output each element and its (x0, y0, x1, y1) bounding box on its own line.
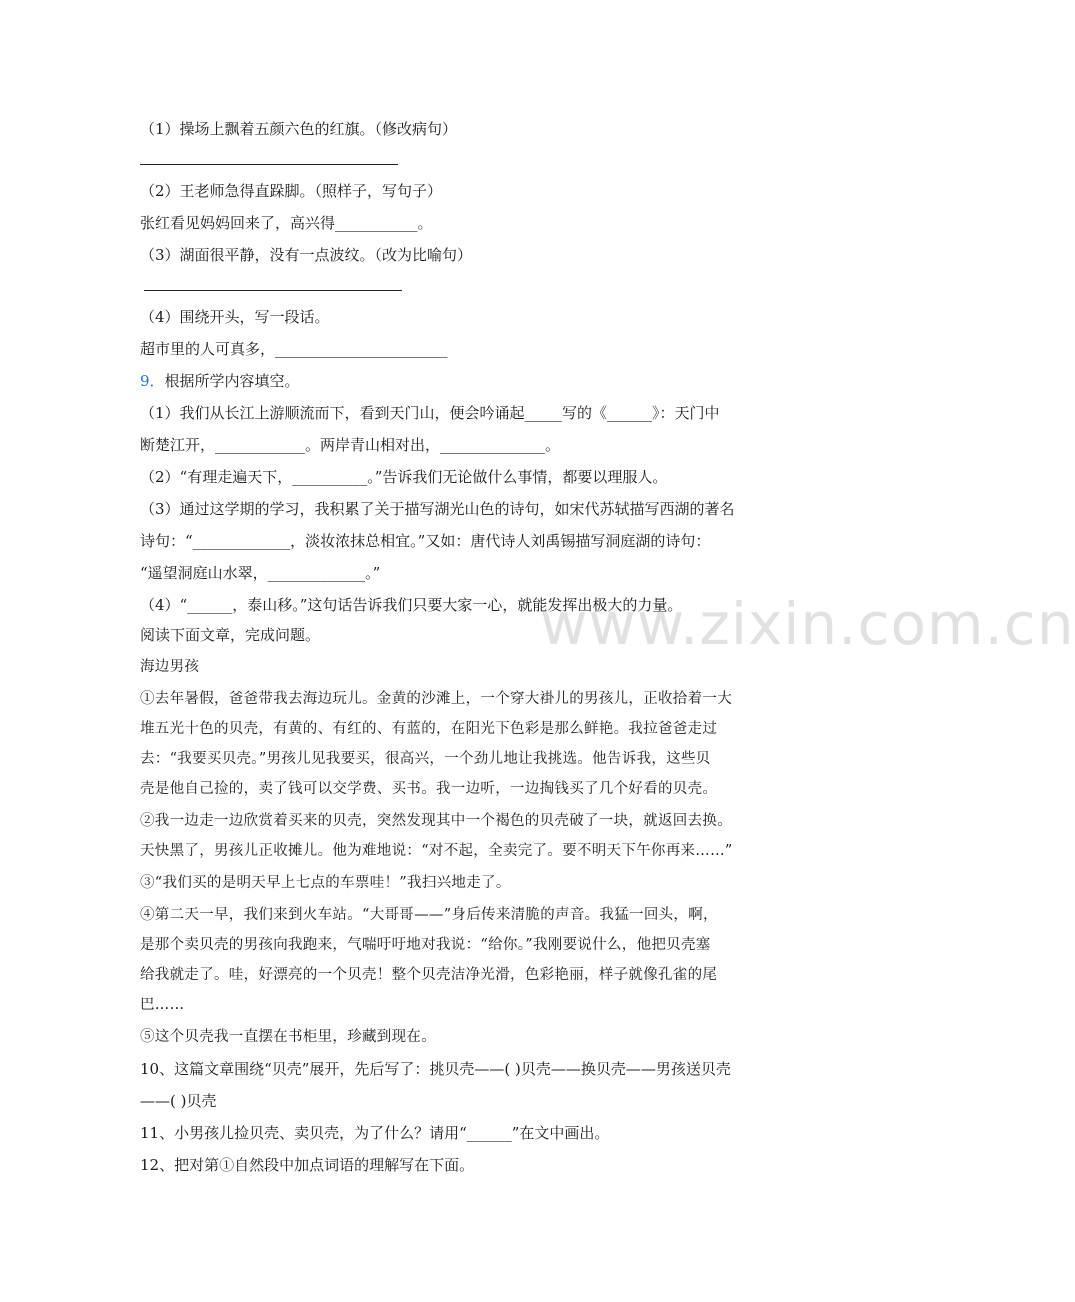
q8-item1: （1）操场上飘着五颜六色的红旗。（修改病句） (140, 120, 458, 138)
article-line: 天快黑了，男孩儿正收摊儿。他为难地说：“对不起，全卖完了。要不明天下午你再来……” (140, 843, 733, 859)
article-title: 海边男孩 (140, 659, 200, 675)
q12-text: 12、把对第①自然段中加点词语的理解写在下面。 (140, 1156, 475, 1174)
article-line: 给我就走了。哇，好漂亮的一个贝壳！整个贝壳洁净光滑，色彩艳丽，样子就像孔雀的尾 (140, 967, 718, 983)
watermark: www.zixin.com.cn (540, 590, 1075, 658)
q8-item2: （2）王老师急得直跺脚。（照样子，写句子） (140, 182, 443, 200)
q10-text: 10、这篇文章围绕“贝壳”展开，先后写了：挑贝壳——( )贝壳——换贝壳——男孩送贝壳 (140, 1060, 731, 1078)
q9-line: “遥望洞庭山水翠，_____________。” (140, 564, 381, 582)
question-number: 9． (140, 372, 165, 390)
article-line: ②我一边走一边欣赏着买来的贝壳，突然发现其中一个褐色的贝壳破了一块，就返回去换。 (140, 813, 732, 829)
q8-item4-prompt: 超市里的人可真多，_______________________ (140, 340, 448, 358)
q11-text: 11、小男孩儿捡贝壳、卖贝壳，为了什么？请用“______”在文中画出。 (140, 1124, 610, 1142)
q10-text-cont: ——( )贝壳 (140, 1092, 217, 1110)
q9-line: （1）我们从长江上游顺流而下，看到天门山，便会吟诵起_____写的《______》：天门中 (140, 404, 720, 422)
article-line: ①去年暑假，爸爸带我去海边玩儿。金黄的沙滩上，一个穿大褂儿的男孩儿，正收拾着一大 (140, 691, 732, 707)
q9-title: 根据所学内容填空。 (164, 372, 300, 390)
answer-line-3 (144, 290, 402, 291)
article-line: ③“我们买的是明天早上七点的车票哇！”我扫兴地走了。 (140, 875, 511, 891)
q9-line: （4）“______，泰山移。”这句话告诉我们只要大家一心，就能发挥出极大的力量。 (140, 596, 683, 614)
article-line: ⑤这个贝壳我一直摆在书柜里，珍藏到现在。 (140, 1029, 436, 1045)
article-line: 巴…… (140, 997, 185, 1013)
q9-line: 断楚江开，____________。两岸青山相对出，______________。 (140, 436, 561, 454)
reading-intro: 阅读下面文章，完成问题。 (140, 626, 321, 644)
q8-item3: （3）湖面很平静，没有一点波纹。（改为比喻句） (140, 246, 473, 264)
q9-heading (140, 370, 790, 392)
q8-item2-example: 张红看见妈妈回来了，高兴得___________。 (140, 214, 433, 232)
article-line: 去：“我要买贝壳。”男孩儿见我要买，很高兴，一个劲儿地让我挑选。他告诉我，这些贝 (140, 751, 711, 767)
article-line: ④第二天一早，我们来到火车站。“大哥哥——”身后传来清脆的声音。我猛一回头，啊， (140, 907, 718, 923)
article-line: 是那个卖贝壳的男孩向我跑来，气喘吁吁地对我说：“给你。”我刚要说什么，他把贝壳塞 (140, 937, 711, 953)
q9-line: （2）“有理走遍天下，__________。”告诉我们无论做什么事情，都要以理服人。 (140, 468, 668, 486)
article-line: 堆五光十色的贝壳，有黄的、有红的、有蓝的，在阳光下色彩是那么鲜艳。我拉爸爸走过 (140, 721, 718, 737)
q9-line: 诗句：“_____________，淡妆浓抹总相宜。”又如：唐代诗人刘禹锡描写洞庭湖的诗句： (140, 532, 711, 550)
q9-line: （3）通过这学期的学习，我积累了关于描写湖光山色的诗句，如宋代苏轼描写西湖的著名 (140, 500, 735, 518)
answer-line-1 (140, 164, 398, 165)
q8-item4: （4）围绕开头，写一段话。 (140, 308, 330, 326)
article-line: 壳是他自己捡的，卖了钱可以交学费、买书。我一边听，一边掏钱买了几个好看的贝壳。 (140, 781, 718, 797)
